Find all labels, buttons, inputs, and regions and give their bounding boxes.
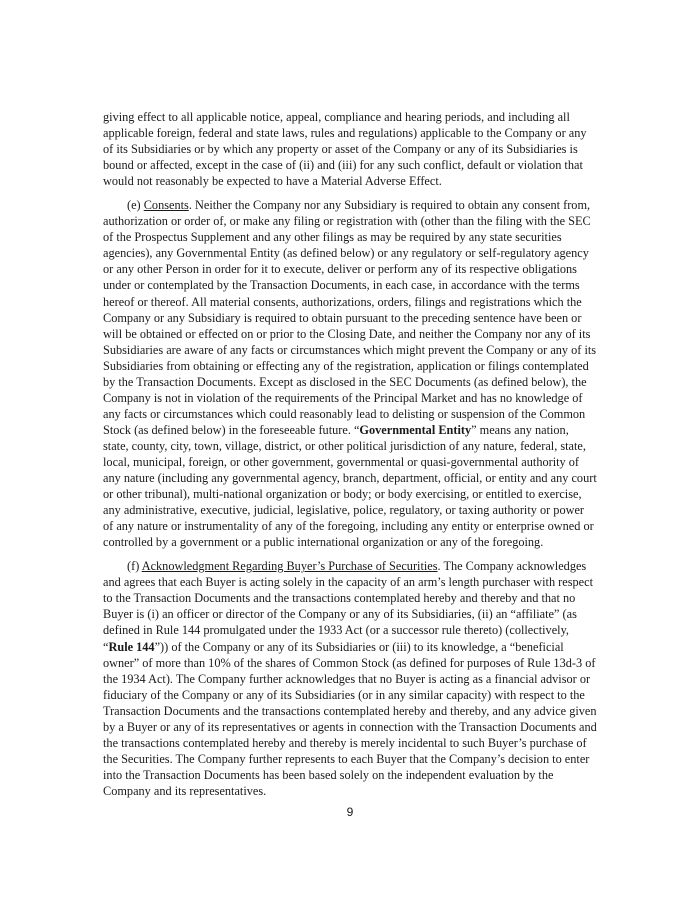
page-number: 9 xyxy=(346,805,354,819)
section-heading-consents: Consents xyxy=(143,198,189,213)
paragraph-text: . The Company acknowledges and agrees that each Buyer is acting solely in the capacity of an arm’s length purchaser with respect to the Transaction Documents and the transactions contemplated hereby and thereby and that no Buyer is (i) an officer or director of the Company or any of its Subsidiaries, (ii) an “affiliate” (as defined in Rule 144 promulgated under the 1933 Act (or a successor rule thereto) (collectively, “ xyxy=(103,559,593,654)
document-body xyxy=(103,109,597,807)
paragraph-text: . Neither the Company nor any Subsidiary is required to obtain any consent from, authorization or order of, or make any filing or registration with (other than the filing with the SEC of the Prospectus Supplement and any other filings as may be required by any state securities agencies), any Governmental Entity (as defined below) or any regulatory or self-regulatory agency or any other Person in order for it to execute, deliver or perform any of its respective obligations under or contemplated by the Transaction Documents, in each case, in accordance with the terms hereof or thereof. All material consents, authorizations, orders, filings and registrations which the Company or any Subsidiary is required to obtain pursuant to the preceding sentence have been or will be obtained or effected on or prior to the Closing Date, and neither the Company nor any of its Subsidiaries are aware of any facts or circumstances which might prevent the Company or any of its Subsidiaries from obtaining or effecting any of the registration, application or filings contemplated by the Transaction Documents. Except as disclosed in the SEC Documents (as defined below), the Company is not in violation of the requirements of the Principal Market and has no knowledge of any facts or circumstances which could reasonably lead to delisting or suspension of the Common Stock (as defined below) in the foreseeable future. “ xyxy=(103,198,597,437)
paragraph-continuation xyxy=(103,109,597,189)
defined-term-governmental-entity: Governmental Entity xyxy=(359,422,472,437)
section-heading-acknowledgment: Acknowledgment Regarding Buyer’s Purchase of Securities xyxy=(141,559,438,574)
paragraph-text: giving effect to all applicable notice, appeal, compliance and hearing periods, and including all applicable foreign, federal and state laws, rules and regulations) applicable to the Company or any of its Subsidiaries or by which any property or asset of the Company or any of its Subsidiaries is bound or affected, except in the case of (ii) and (iii) for any such conflict, default or violation that would not reasonably be expected to have a Material Adverse Effect. xyxy=(103,110,587,189)
paragraph-acknowledgment xyxy=(103,558,597,799)
section-prefix: (f) xyxy=(127,559,142,574)
defined-term-rule-144: Rule 144 xyxy=(108,639,155,654)
paragraph-consents xyxy=(103,197,597,550)
paragraph-text: ”)) of the Company or any of its Subsidiaries or (iii) to its knowledge, a “beneficial owner” of more than 10% of the shares of Common Stock (as defined for purposes of Rule 13d-3 of the 1934 Act). The Company further acknowledges that no Buyer is acting as a financial advisor or fiduciary of the Company or any of its Subsidiaries (or in any similar capacity) with respect to the Transaction Documents and the transactions contemplated hereby and thereby, and any advice given by a Buyer or any of its representatives or agents in connection with the Transaction Documents and the transactions contemplated hereby and thereby is merely incidental to such Buyer’s purchase of the Securities. The Company further represents to each Buyer that the Company’s decision to enter into the Transaction Documents has been based solely on the independent evaluation by the Company and its representatives. xyxy=(103,639,597,798)
section-prefix: (e) xyxy=(127,198,144,213)
paragraph-text: ” means any nation, state, county, city, town, village, district, or other political jurisdiction of any nature, federal, state, local, municipal, foreign, or other government, governmental or quasi-governmental authority of any nature (including any governmental agency, branch, department, official, or entity and any court or other tribunal), multi-national organization or body; or body exercising, or entitled to exercise, any administrative, executive, judicial, legislative, police, regulatory, or taxing authority or power of any nature or instrumentality of any of the foregoing, including any entity or enterprise owned or controlled by a government or a public international organization or any of the foregoing. xyxy=(103,422,597,550)
